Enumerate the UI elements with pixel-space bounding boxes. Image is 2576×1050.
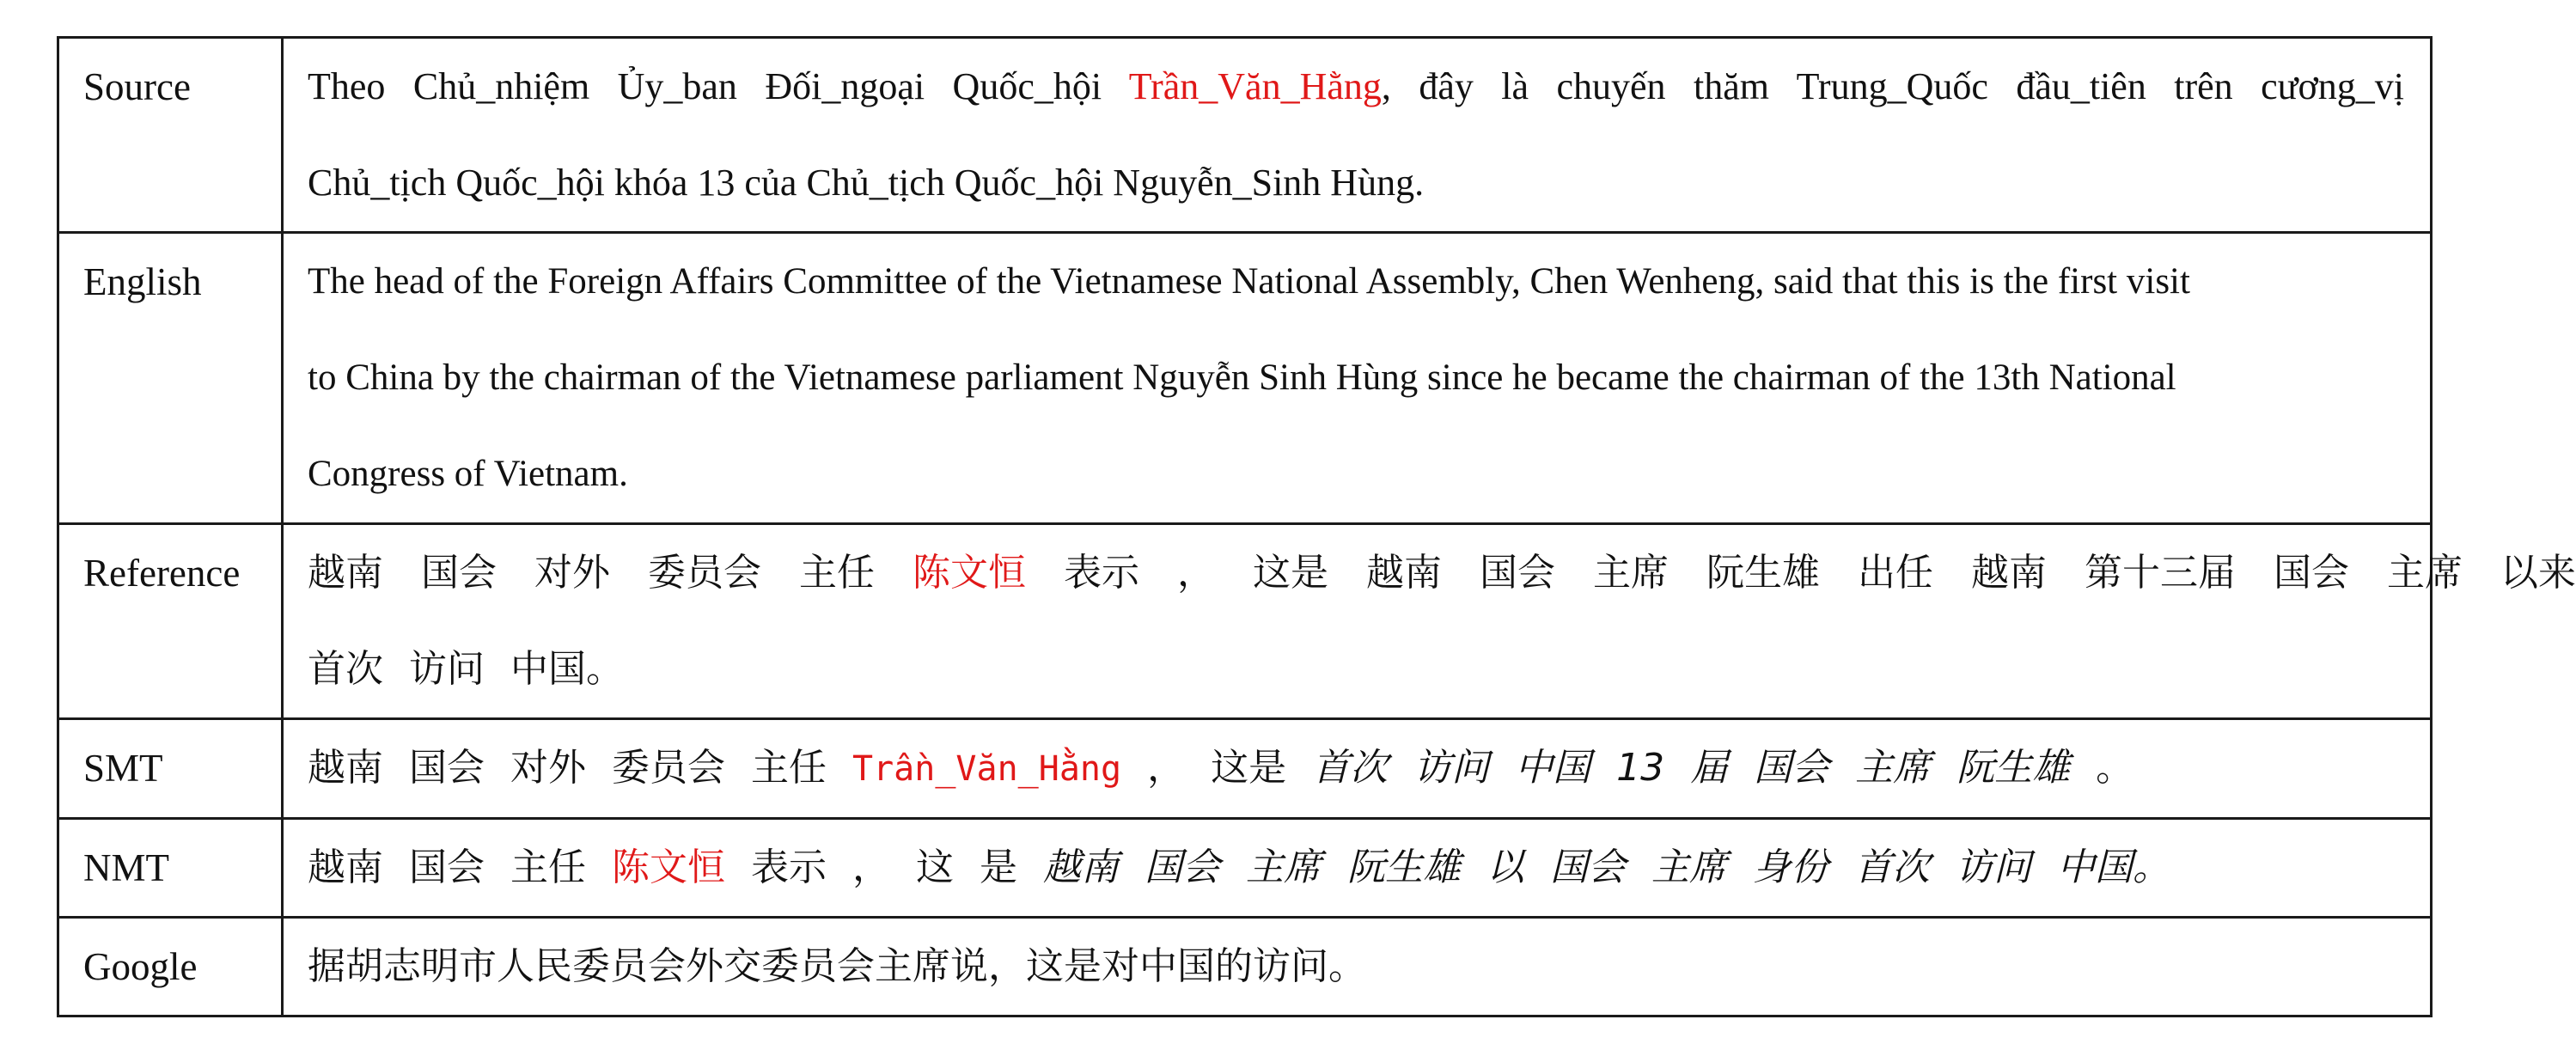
reference-token: 委员会 — [648, 551, 761, 595]
smt-italic-token: 主席 — [1855, 746, 1932, 790]
nmt-italic-token: 访问 — [1956, 845, 2031, 889]
nmt-italic-token: 国会 — [1145, 845, 1220, 889]
english-text-cell — [283, 233, 2432, 524]
nmt-text-cell — [283, 819, 2432, 918]
reference-token: 首次 — [308, 647, 383, 691]
nmt-italic-token: 国会 — [1550, 845, 1626, 889]
reference-token: 主任 — [799, 551, 875, 595]
smt-token: ， — [1147, 746, 1186, 790]
english-line-1: The head of the Foreign Affairs Committee of the Vietnamese National Assembly, Chen Wenheng, said that this is the first visit — [308, 261, 2190, 302]
table-row — [58, 524, 2432, 719]
source-line-1 — [308, 39, 2404, 135]
row-label-google: Google — [83, 945, 198, 988]
reference-token: ， — [1177, 551, 1215, 595]
reference-token: 主席 — [2387, 551, 2463, 595]
row-label-cell — [58, 233, 283, 524]
source-highlight-name: Trần_Văn_Hằng — [1128, 65, 1382, 107]
reference-token: 国会 — [421, 551, 497, 595]
table-row — [58, 719, 2432, 819]
row-label-cell — [58, 819, 283, 918]
smt-italic-token: 国会 — [1754, 746, 1830, 790]
smt-italic-token: 阮生雄 — [1956, 746, 2071, 790]
reference-token: 第十三届 — [2085, 551, 2236, 595]
reference-token: 中国。 — [510, 647, 624, 691]
smt-token: 越南 — [308, 746, 383, 790]
english-line-3: Congress of Vietnam. — [308, 454, 628, 494]
reference-text-cell — [283, 524, 2576, 719]
row-label-english: English — [83, 260, 202, 303]
reference-token: 主席 — [1593, 551, 1669, 595]
source-line-2: Chủ_tịch Quốc_hội khóa 13 của Chủ_tịch Quốc_hội Nguyễn_Sinh Hùng. — [308, 162, 1425, 204]
english-line-2: to China by the chairman of the Vietnamese parliament Nguyễn Sinh Hùng since he became the chairman of the 13th National — [308, 357, 2176, 398]
smt-italic-token: 13 — [1616, 746, 1665, 790]
reference-line-1 — [308, 525, 2576, 621]
nmt-token: 表示 — [751, 845, 827, 889]
source-text-pre: Theo Chủ_nhiệm Ủy_ban Đối_ngoại Quốc_hội — [308, 65, 1102, 107]
smt-italic-token: 中国 — [1515, 746, 1591, 790]
nmt-italic-token: 中国。 — [2057, 845, 2170, 889]
row-label-cell — [58, 719, 283, 819]
table-row — [58, 38, 2432, 233]
nmt-token: 越南 — [308, 845, 383, 889]
smt-token: 国会 — [409, 746, 485, 790]
nmt-italic-token: 越南 — [1043, 845, 1119, 889]
reference-highlight-name: 陈文恒 — [913, 551, 1026, 595]
nmt-token: 国会 — [409, 845, 485, 889]
nmt-italic-token: 主席 — [1246, 845, 1322, 889]
source-text-cell — [283, 38, 2432, 233]
reference-token: 以来 — [2500, 551, 2576, 595]
row-label-cell — [58, 524, 283, 719]
reference-token: 这是 — [1253, 551, 1328, 595]
table-row — [58, 819, 2432, 918]
row-label-source: Source — [83, 65, 191, 108]
reference-line-2 — [308, 621, 2404, 717]
reference-token: 越南 — [308, 551, 383, 595]
google-line: 据胡志明市人民委员会外交委员会主席说，这是对中国的访问。 — [308, 944, 1366, 988]
reference-token: 阮生雄 — [1706, 551, 1820, 595]
nmt-italic-token: 首次 — [1854, 845, 1930, 889]
smt-highlight-name: Trần_Văn_Hằng — [852, 749, 1122, 789]
source-text-post: , đây là chuyến thăm Trung_Quốc đầu_tiên trên cương_vị — [1381, 65, 2404, 107]
translation-comparison-table — [57, 36, 2576, 1017]
nmt-italic-token: 阮生雄 — [1347, 845, 1461, 889]
row-label-reference: Reference — [83, 552, 241, 595]
nmt-line — [308, 820, 2404, 916]
reference-token: 访问 — [409, 647, 485, 691]
reference-token: 对外 — [534, 551, 610, 595]
nmt-token: 是 — [980, 845, 1017, 889]
google-text-cell — [283, 918, 2432, 1016]
nmt-token: 这 — [916, 845, 954, 889]
reference-token: 表示 — [1064, 551, 1139, 595]
smt-token: 这是 — [1211, 746, 1287, 790]
reference-token: 国会 — [1480, 551, 1555, 595]
row-label-smt: SMT — [83, 747, 163, 790]
nmt-italic-token: 主席 — [1651, 845, 1727, 889]
smt-italic-token: 访问 — [1413, 746, 1490, 790]
nmt-token: 主任 — [510, 845, 586, 889]
smt-token: 对外 — [510, 746, 586, 790]
table-row — [58, 233, 2432, 524]
table-row — [58, 918, 2432, 1016]
reference-token: 出任 — [1858, 551, 1933, 595]
smt-italic-token: 首次 — [1312, 746, 1389, 790]
row-label-cell — [58, 38, 283, 233]
row-label-cell — [58, 918, 283, 1016]
reference-token: 国会 — [2274, 551, 2349, 595]
smt-text-cell — [283, 719, 2432, 819]
reference-token: 越南 — [1971, 551, 2047, 595]
nmt-highlight-name: 陈文恒 — [612, 845, 725, 889]
row-label-nmt: NMT — [83, 846, 169, 889]
reference-token: 越南 — [1366, 551, 1442, 595]
smt-token: 委员会 — [612, 746, 725, 790]
smt-italic-token: 届 — [1690, 746, 1729, 790]
smt-token: 主任 — [751, 746, 827, 790]
nmt-italic-token: 身份 — [1753, 845, 1828, 889]
smt-token: 。 — [2096, 746, 2134, 790]
smt-line — [308, 720, 2404, 817]
nmt-token: ， — [852, 845, 890, 889]
nmt-italic-token: 以 — [1486, 845, 1524, 889]
